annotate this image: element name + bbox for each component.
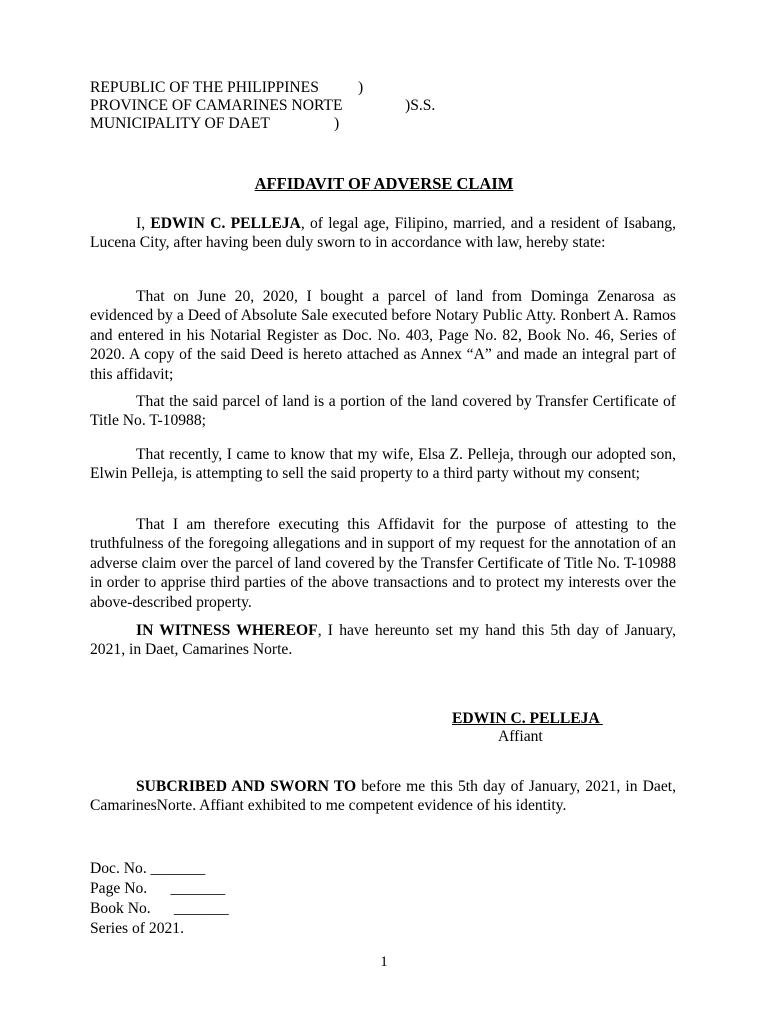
caption-republic-text: REPUBLIC OF THE PHILIPPINES: [90, 79, 319, 96]
witness-clause: [90, 621, 676, 660]
jurat-rest: before me this 5th day of January, 2021, in Daet, CamarinesNorte. Affiant exhibited to me competent evidence of his identity.: [90, 778, 677, 815]
witness-bold: IN WITNESS WHEREOF: [136, 622, 318, 639]
caption-republic: [90, 79, 319, 97]
caption-municipality: [90, 115, 270, 133]
signature-name: EDWIN C. PELLEJA: [452, 710, 603, 727]
page-number: 1: [380, 954, 388, 970]
document-title: AFFIDAVIT OF ADVERSE CLAIM: [254, 174, 514, 193]
caption-ss: )S.S.: [405, 97, 436, 114]
paragraph-purpose: That I am therefore executing this Affidavit for the purpose of attesting to the truthfulness of the foregoing allegations and in support of my request for the annotation of an adverse claim over the parcel of land covered by the Transfer Certificate of Title No. T-10988 in order to apprise third parties of the above transactions and to protect my interests over the above-described property.: [90, 516, 676, 611]
caption-province-text: PROVINCE OF CAMARINES NORTE: [90, 97, 343, 114]
register-page: Page No. _______: [90, 880, 226, 897]
intro-pre: I,: [136, 215, 151, 232]
affiant-name-inline: EDWIN C. PELLEJA: [150, 215, 301, 232]
intro-post: , of legal age, Filipino, married, and a resident of Isabang, Lucena City, after having been duly sworn to in accordance with law, hereby state:: [90, 215, 676, 252]
paragraph-title-coverage: That the said parcel of land is a portion of the land covered by Transfer Certificate of Title No. T-10988;: [90, 393, 676, 430]
caption-paren-1: ): [358, 79, 364, 96]
paragraph-purchase: That on June 20, 2020, I bought a parcel of land from Dominga Zenarosa as evidenced by a Deed of Absolute Sale executed before Notary Public Atty. Ronbert A. Ramos and entered in his Notarial Register as Doc. No. 403, Page No. 82, Book No. 46, Series of 2020. A copy of the said Deed is hereto attached as Annex “A” and made an integral part of this affidavit;: [90, 288, 676, 383]
register-book: Book No. _______: [90, 900, 229, 917]
register-doc: Doc. No. _______: [90, 860, 206, 877]
witness-rest: , I have hereunto set my hand this 5th day of January, 2021, in Daet, Camarines Norte.: [90, 622, 676, 659]
jurat-bold: SUBCRIBED AND SWORN TO: [136, 778, 357, 795]
caption-municipality-text: MUNICIPALITY OF DAET: [90, 115, 270, 132]
jurat-paragraph: [90, 777, 676, 816]
intro-paragraph: [90, 214, 676, 253]
signature-role: Affiant: [498, 728, 543, 745]
register-series: Series of 2021.: [90, 920, 184, 937]
caption-paren-3: ): [334, 115, 340, 132]
paragraph-attempted-sale: That recently, I came to know that my wife, Elsa Z. Pelleja, through our adopted son, Elwin Pelleja, is attempting to sell the said property to a third party without my consent;: [90, 446, 676, 483]
caption-province: [90, 97, 342, 115]
